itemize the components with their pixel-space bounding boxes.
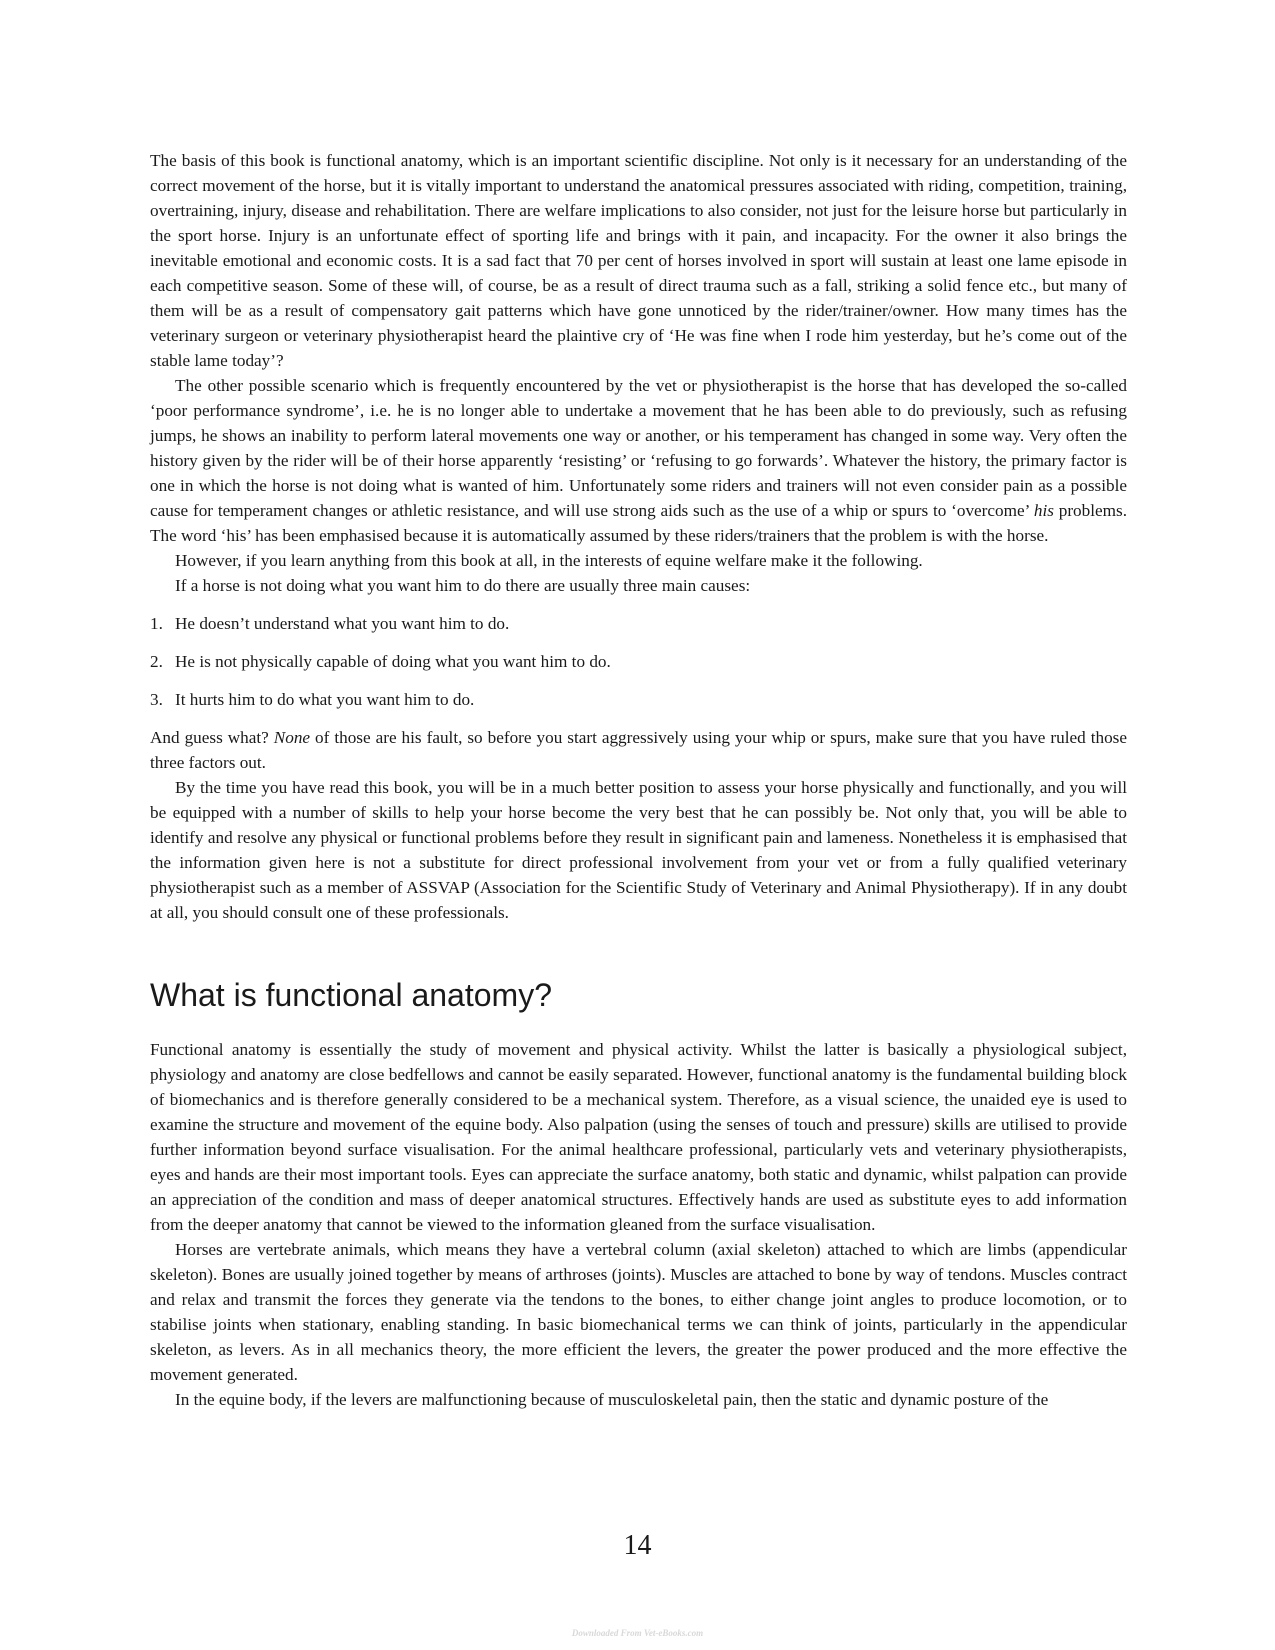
section-paragraph-1: Functional anatomy is essentially the study of movement and physical activity. Whilst the latter is basically a physiological subject, physiology and anatomy are close bedfellows and cannot be easily separated. However, functional anatomy is the fundamental building block of biomechanics and is therefore generally considered to be a mechanical system. Therefore, as a visual science, the unaided eye is used to examine the structure and movement of the equine body. Also palpation (using the senses of touch and pressure) skills are utilised to provide further information beyond surface visualisation. For the animal healthcare professional, particularly vets and veterinary physiotherapists, eyes and hands are their most important tools. Eyes can appreciate the surface anatomy, both static and dynamic, whilst palpation can provide an appreciation of the condition and mass of deeper anatomical structures. Effectively hands are used as substitute eyes to add information from the deeper anatomy that cannot be viewed to the information gleaned from the surface visualisation.	[150, 1040, 1127, 1234]
section-paragraph-2: Horses are vertebrate animals, which means they have a vertebral column (axial skeleton) attached to which are limbs (appendicular skeleton). Bones are usually joined together by means of arthroses (joints). Muscles are attached to bone by way of tendons. Muscles contract and relax and transmit the forces they generate via the tendons to the bones, to either change joint angles to produce locomotion, or to stabilise joints when stationary, enabling standing. In basic biomechanical terms we can think of joints, particularly in the appendicular skeleton, as levers. As in all mechanics theory, the more efficient the levers, the greater the power produced and the more effective the movement generated.	[150, 1240, 1127, 1384]
section-heading: What is functional anatomy?	[150, 977, 552, 1013]
list-item	[150, 649, 1127, 687]
section-paragraph-3: In the equine body, if the levers are malfunctioning because of musculoskeletal pain, then the static and dynamic posture of the	[175, 1390, 1049, 1409]
after-list-paragraph-1-start: And guess what?	[150, 728, 274, 747]
list-item-text: He is not physically capable of doing what you want him to do.	[175, 652, 611, 671]
page-number: 14	[623, 1530, 652, 1561]
list-item	[150, 611, 1127, 649]
list-item	[150, 687, 1127, 712]
list-item-text: It hurts him to do what you want him to do.	[175, 690, 475, 709]
after-list-paragraph-2: By the time you have read this book, you will be in a much better position to assess your horse physically and functionally, and you will be equipped with a number of skills to help your horse become the very best that he can possibly be. Not only that, you will be able to identify and resolve any physical or functional problems before they result in significant pain and lameness. Nonetheless it is emphasised that the information given here is not a substitute for direct professional involvement from your vet or from a fully qualified veterinary physiotherapist such as a member of ASSVAP (Association for the Scientific Study of Veterinary and Animal Physiotherapy). If in any doubt at all, you should consult one of these professionals.	[150, 778, 1127, 922]
intro-paragraph-2	[150, 373, 1127, 548]
intro-paragraph-2-emphasis: his	[1033, 501, 1054, 520]
after-list-paragraph-1	[150, 725, 1127, 775]
intro-paragraph-3: However, if you learn anything from this book at all, in the interests of equine welfare make it the following.	[175, 551, 923, 570]
causes-list	[150, 611, 1127, 712]
intro-paragraph-1: The basis of this book is functional anatomy, which is an important scientific discipline. Not only is it necessary for an understanding of the correct movement of the horse, but it is vitally important to understand the anatomical pressures associated with riding, competition, training, overtraining, injury, disease and rehabilitation. There are welfare implications to also consider, not just for the leisure horse but particularly in the sport horse. Injury is an unfortunate effect of sporting life and brings with it pain, and incapacity. For the owner it also brings the inevitable emotional and economic costs. It is a sad fact that 70 per cent of horses involved in sport will sustain at least one lame episode in each competitive season. Some of these will, of course, be as a result of direct trauma such as a fall, striking a solid fence etc., but many of them will be as a result of compensatory gait patterns which have gone unnoticed by the rider/trainer/owner. How many times has the veterinary surgeon or veterinary physiotherapist heard the plaintive cry of ‘He was fine when I rode him yesterday, but he’s come out of the stable lame today’?	[150, 151, 1127, 370]
list-item-number: 1.	[150, 614, 163, 633]
after-list-paragraph-1-end: of those are his fault, so before you start aggressively using your whip or spurs, make sure that you have ruled those three factors out.	[150, 728, 1127, 772]
list-item-number: 3.	[150, 690, 163, 709]
watermark: Downloaded From Vet-eBooks.com	[571, 1628, 704, 1638]
after-list-paragraph-1-emphasis: None	[273, 728, 311, 747]
intro-paragraph-4: If a horse is not doing what you want him to do there are usually three main causes:	[175, 576, 751, 595]
intro-paragraph-2-start: The other possible scenario which is frequently encountered by the vet or physiotherapist is the horse that has developed the so-called ‘poor performance syndrome’, i.e. he is no longer able to undertake a movement that he has been able to do previously, such as refusing jumps, he shows an inability to perform lateral movements one way or another, or his temperament has changed in some way. Very often the history given by the rider will be of their horse apparently ‘resisting’ or ‘refusing to go forwards’. Whatever the history, the primary factor is one in which the horse is not doing what is wanted of him. Unfortunately some riders and trainers will not even consider pain as a possible cause for temperament changes or athletic resistance, and will use strong aids such as the use of a whip or spurs to ‘overcome’	[150, 376, 1127, 520]
list-item-text: He doesn’t understand what you want him to do.	[175, 614, 510, 633]
intro-paragraph-2-end: problems. The word ‘his’ has been emphasised because it is automatically assumed by these riders/trainers that the problem is with the horse.	[150, 501, 1128, 545]
list-item-number: 2.	[150, 652, 163, 671]
page-body	[150, 148, 1127, 1412]
